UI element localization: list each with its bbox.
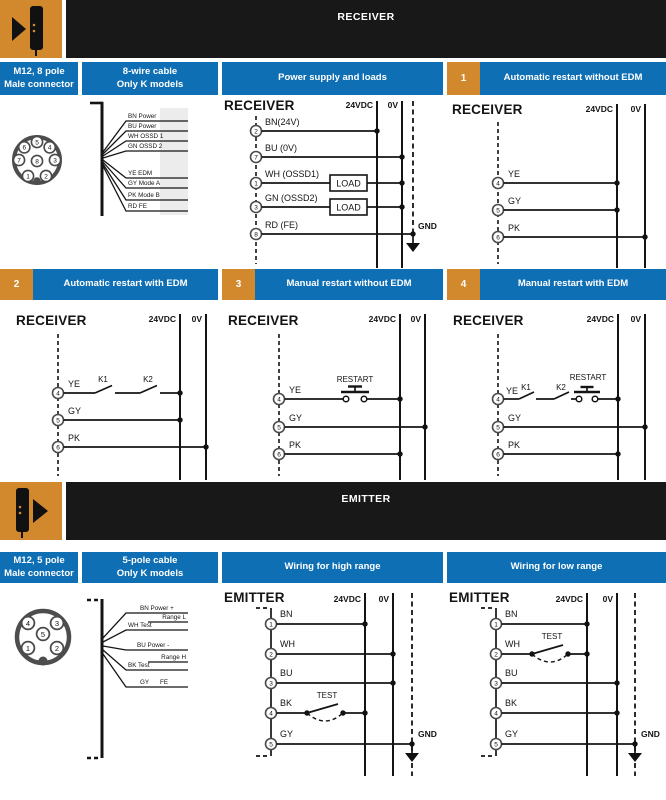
emitter-icon (0, 482, 62, 540)
header-line: Only K models (116, 567, 184, 579)
restart-label: RESTART (569, 373, 607, 382)
test-label: TEST (316, 691, 338, 700)
gnd-label: GND (641, 729, 660, 739)
rail-0v-label: 0V (630, 314, 641, 324)
wire-label: RD (FE) (265, 220, 298, 230)
wire-label-gn: GN OSSD 2 (128, 143, 163, 150)
wire-gy (493, 413, 648, 433)
wire-label: YE (506, 386, 519, 396)
test-switch (529, 645, 570, 662)
ground-icon (628, 753, 642, 762)
pin-number: 3 (53, 157, 57, 165)
pin-number: 6 (496, 234, 500, 242)
pin-number: 5 (35, 139, 39, 147)
wire-wh-test (491, 632, 590, 662)
pin-number: 5 (494, 741, 498, 749)
pin-number: 6 (22, 144, 27, 152)
restart-button (574, 387, 600, 402)
header-line: 8-wire cable (122, 65, 178, 77)
wire-label: BU (280, 668, 293, 678)
wire-label: BU (0V) (265, 143, 298, 153)
pin-number: 5 (496, 207, 500, 215)
receiver-section-title: RECEIVER (337, 11, 395, 23)
pin-number: 4 (496, 180, 500, 188)
header-emitter-connector (0, 552, 78, 583)
header-receiver-connector (0, 62, 78, 95)
wire-label: BN(24V) (265, 117, 300, 127)
wire-label: GY (508, 196, 522, 206)
pin-number: 4 (494, 710, 498, 718)
wire-label: BN (280, 609, 293, 619)
panel3-number-box (222, 269, 255, 300)
pin-number: 8 (254, 231, 258, 239)
wire-label: GY (508, 413, 522, 423)
device-title: RECEIVER (453, 313, 524, 328)
rail-0v-label: 0V (630, 104, 641, 114)
pin-number: 1 (26, 173, 30, 181)
wire-label-pk: PK Mode B (128, 192, 160, 199)
pin-number: 3 (254, 204, 258, 212)
pin-number: 4 (56, 390, 60, 398)
wire-label: BK (280, 698, 293, 708)
wire-label: YE (68, 379, 81, 389)
connector-notch (39, 657, 48, 666)
panel-number: 4 (460, 279, 467, 290)
header-panel1 (480, 62, 666, 95)
wire-label: PK (289, 440, 302, 450)
panel-number: 2 (13, 279, 20, 290)
wire-ye-edm (53, 375, 183, 399)
wire-pk (493, 223, 648, 243)
k1-label: K1 (98, 375, 108, 384)
wire-label: PK (68, 433, 81, 443)
wire-bn (266, 609, 368, 630)
header-panel4 (480, 269, 666, 300)
panel1-diagram (447, 96, 666, 268)
header-line: Automatic restart with EDM (63, 278, 188, 290)
power-supply-diagram (222, 96, 443, 268)
cable-8wire-diagram (82, 96, 222, 268)
wire-label: GY (505, 729, 519, 739)
header-line: Manual restart without EDM (286, 278, 412, 290)
panel2-diagram (0, 302, 218, 480)
receiver-section-bar (66, 0, 666, 58)
range-h-label: Range H (161, 654, 186, 661)
header-line: Power supply and loads (278, 72, 387, 84)
header-panel2 (33, 269, 218, 300)
wire-pk (53, 433, 209, 453)
connector-8pole-diagram (0, 96, 82, 268)
header-power-supply (222, 62, 443, 95)
test-label: TEST (541, 632, 563, 641)
pin-number: 2 (54, 643, 60, 653)
load-label: LOAD (336, 202, 361, 213)
wire-label-gy: GY Mode A (128, 180, 161, 187)
panel2-number-box (0, 269, 33, 300)
k2-contact (554, 392, 569, 399)
wire-label: GY (289, 413, 303, 423)
header-panel3 (255, 269, 443, 300)
panel-number: 1 (460, 73, 467, 84)
connector-notch (33, 177, 41, 185)
header-line: Manual restart with EDM (517, 278, 629, 290)
pin-number: 6 (277, 451, 281, 459)
pin-number: 1 (494, 621, 498, 629)
pin-number: 3 (269, 680, 273, 688)
wire-wh (266, 639, 396, 660)
wire-label-wh: WH OSSD 1 (128, 133, 164, 140)
wire-label-bu: BU Power (128, 123, 157, 130)
rail-24v-label: 24VDC (586, 314, 614, 324)
pin-number: 3 (494, 680, 498, 688)
header-line: M12, 5 pole (13, 554, 65, 566)
emitter-high-range-diagram (222, 586, 443, 800)
wire-label: PK (508, 223, 521, 233)
wire-ye-restart (274, 375, 403, 405)
gnd-label: GND (418, 729, 437, 739)
range-l-label: Range L (162, 614, 186, 621)
k2-label: K2 (556, 383, 566, 392)
panel4-number-box (447, 269, 480, 300)
wire-gy (493, 196, 620, 216)
device-title: RECEIVER (452, 102, 523, 117)
k1-contact (519, 392, 534, 399)
wire-label: WH (OSSD1) (265, 169, 319, 179)
pin-number: 1 (254, 180, 258, 188)
pin-number: 7 (17, 157, 21, 165)
wire-label-bn: BN Power + (140, 605, 174, 612)
pin-number: 4 (269, 710, 273, 718)
header-low-range (447, 552, 666, 583)
wire-gy (53, 406, 183, 426)
emitter-low-range-diagram (447, 586, 666, 800)
wire-bu (266, 668, 396, 689)
wire-label-bk: BK Test (128, 662, 150, 669)
pin-number: 5 (269, 741, 273, 749)
wire-label: BK (505, 698, 518, 708)
wire-label-rd: RD FE (128, 203, 147, 210)
wire-gn-ossd2 (251, 193, 405, 215)
wire-label-bu: BU Power - (137, 642, 170, 649)
rail-24v-label: 24VDC (148, 314, 176, 324)
device-title: RECEIVER (224, 98, 295, 113)
k2-label: K2 (143, 375, 153, 384)
panel-number: 3 (235, 279, 242, 290)
header-receiver-cable (82, 62, 218, 95)
header-line: Automatic restart without EDM (503, 72, 643, 84)
load-label: LOAD (336, 178, 361, 189)
rail-0v-label: 0V (378, 594, 389, 604)
wire-gy (274, 413, 428, 433)
restart-button (341, 387, 369, 402)
pin-number: 2 (44, 173, 48, 181)
wire-pk (274, 440, 403, 460)
wire-label: BU (505, 668, 518, 678)
device-title: RECEIVER (16, 313, 87, 328)
wire-label-gy: GY (140, 679, 150, 686)
device-title: EMITTER (224, 590, 285, 605)
pin-number: 2 (494, 651, 498, 659)
wire-label: GN (OSSD2) (265, 193, 318, 203)
header-line: 5-pole cable (122, 554, 178, 566)
connector-5pole-diagram (0, 586, 82, 706)
wire-label: YE (289, 385, 302, 395)
pin-number: 5 (56, 417, 60, 425)
rail-0v-label: 0V (191, 314, 202, 324)
restart-label: RESTART (336, 375, 374, 384)
wire-label: PK (508, 440, 521, 450)
rail-0v-label: 0V (387, 100, 398, 110)
wire-bu (491, 668, 620, 689)
wire-label: GY (68, 406, 82, 416)
device-title: RECEIVER (228, 313, 299, 328)
header-line: M12, 8 pole (13, 65, 65, 77)
wire-label: GY (280, 729, 294, 739)
wire-ye (493, 169, 620, 189)
wire-pk (493, 440, 621, 460)
header-emitter-cable (82, 552, 218, 583)
rail-24v-label: 24VDC (555, 594, 583, 604)
rail-24v-label: 24VDC (368, 314, 396, 324)
pin-number: 2 (269, 651, 273, 659)
header-line: Only K models (116, 78, 184, 90)
gnd-label: GND (418, 221, 437, 231)
pin-number: 3 (54, 618, 60, 628)
rail-0v-label: 0V (410, 314, 421, 324)
wire-label-fe: FE (160, 679, 169, 686)
pin-number: 5 (40, 629, 46, 639)
k1-label: K1 (521, 383, 531, 392)
rail-24v-label: 24VDC (345, 100, 373, 110)
cable-5pole-diagram (82, 586, 222, 800)
wire-bn (491, 609, 590, 630)
pin-number: 4 (277, 396, 281, 404)
wire-label: YE (508, 169, 521, 179)
wire-wh-ossd1 (251, 169, 405, 191)
rail-24v-label: 24VDC (333, 594, 361, 604)
header-line: Wiring for low range (510, 561, 603, 573)
receiver-device-icon (0, 0, 62, 58)
emitter-section-title: EMITTER (341, 493, 391, 505)
pin-number: 4 (25, 618, 31, 628)
pin-number: 1 (269, 621, 273, 629)
wire-bu-0v (251, 143, 405, 163)
wire-bk (491, 698, 620, 719)
wire-bk-test (266, 691, 368, 721)
wire-label: WH (280, 639, 295, 649)
pin-number: 4 (47, 144, 52, 152)
ground-icon (406, 243, 420, 252)
pin-number: 8 (35, 158, 39, 166)
header-line: Male connector (4, 567, 74, 579)
test-switch (304, 704, 345, 721)
pin-number: 4 (496, 396, 500, 404)
rail-0v-label: 0V (602, 594, 613, 604)
k1-contact (95, 386, 112, 394)
pin-number: 2 (254, 128, 258, 136)
pin-number: 5 (496, 424, 500, 432)
ground-icon (405, 753, 419, 762)
rail-24v-label: 24VDC (585, 104, 613, 114)
wire-label-wh: WH Test (128, 622, 152, 629)
wire-label: BN (505, 609, 518, 619)
pin-number: 6 (496, 451, 500, 459)
wire-rd-fe (251, 220, 437, 252)
pin-number: 5 (277, 424, 281, 432)
panel4-diagram (447, 302, 666, 480)
wire-label: WH (505, 639, 520, 649)
pin-number: 6 (56, 444, 60, 452)
panel3-diagram (222, 302, 443, 480)
emitter-device-icon (0, 482, 62, 540)
k2-contact (140, 386, 157, 394)
pin-number: 1 (25, 643, 31, 653)
device-title: EMITTER (449, 590, 510, 605)
wire-label-ye: YE EDM (128, 170, 153, 177)
header-high-range (222, 552, 443, 583)
header-line: Male connector (4, 78, 74, 90)
wire-bn-24v (251, 117, 380, 137)
wire-label-bn: BN Power (128, 113, 157, 120)
emitter-section-bar (66, 482, 666, 540)
wire-ye-k1-k2-restart (493, 373, 621, 405)
pin-number: 7 (254, 154, 258, 162)
receiver-icon (0, 0, 62, 58)
header-line: Wiring for high range (284, 561, 381, 573)
panel1-number-box (447, 62, 480, 95)
